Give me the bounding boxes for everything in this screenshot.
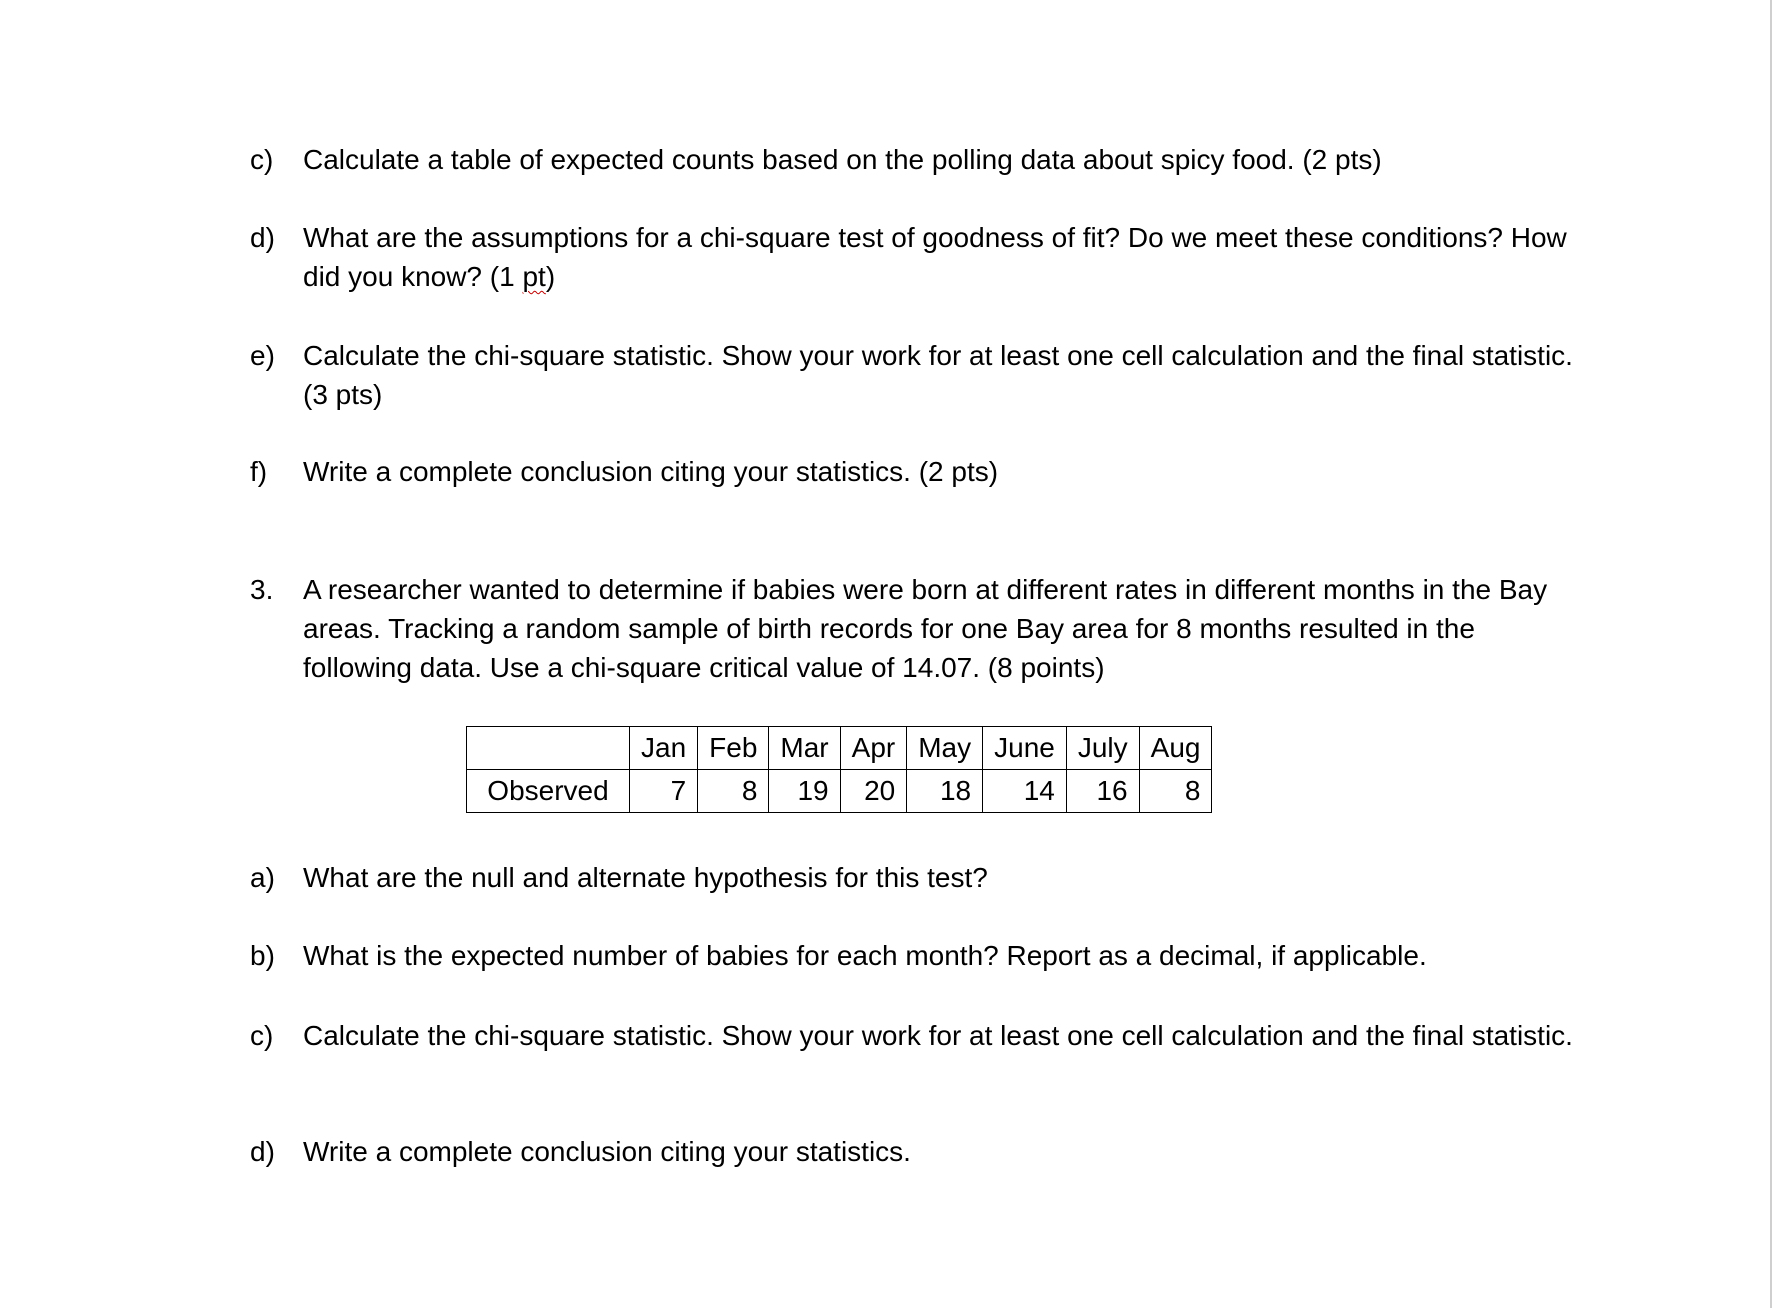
item-text: Calculate the chi-square statistic. Show your work for at least one cell calculation and the final statistic. — [303, 1020, 1573, 1051]
observed-births-table — [466, 726, 1212, 813]
month-header: Feb — [698, 727, 769, 770]
question-2e — [250, 336, 1590, 414]
spellcheck-flagged-word: pt — [522, 261, 546, 292]
question-2f — [250, 452, 1590, 491]
observed-value: 20 — [840, 770, 907, 813]
question-number: 3. — [250, 574, 274, 605]
month-header: Mar — [769, 727, 840, 770]
observed-value: 8 — [1139, 770, 1212, 813]
month-header: May — [907, 727, 983, 770]
month-header: June — [983, 727, 1067, 770]
item-text: Write a complete conclusion citing your statistics. — [303, 1136, 911, 1167]
question-2c — [250, 140, 1590, 179]
item-text: Calculate a table of expected counts based on the polling data about spicy food. (2 pts) — [303, 144, 1382, 175]
month-header: Jan — [630, 727, 698, 770]
item-label: d) — [250, 1136, 275, 1167]
item-label: c) — [250, 1020, 274, 1051]
question-3 — [250, 570, 1590, 687]
observed-value: 18 — [907, 770, 983, 813]
observed-value: 19 — [769, 770, 840, 813]
question-prompt: A researcher wanted to determine if babies were born at different rates in different months in the Bay areas. Tracking a random sample of birth records for one Bay area for 8 months resulted in the following data. Use a chi-square critical value of 14.07. (8 points) — [303, 574, 1548, 683]
observed-value: 8 — [698, 770, 769, 813]
month-header: Aug — [1139, 727, 1212, 770]
item-text: What are the null and alternate hypothesis for this test? — [303, 862, 988, 893]
observed-value: 14 — [983, 770, 1067, 813]
row-label-observed: Observed — [467, 770, 630, 813]
item-label: d) — [250, 222, 275, 253]
question-3a — [250, 858, 1590, 897]
item-label: f) — [250, 456, 268, 487]
item-text-main: What are the assumptions for a chi-square test of goodness of fit? Do we meet these conditions? How did you know? (1 — [303, 222, 1567, 292]
table-header-row — [467, 727, 1212, 770]
item-label: a) — [250, 862, 275, 893]
item-label: b) — [250, 940, 275, 971]
page-edge — [1770, 0, 1772, 1308]
item-text-tail: ) — [545, 261, 556, 292]
question-3d — [250, 1132, 1590, 1171]
question-3b — [250, 936, 1590, 975]
observed-value: 7 — [630, 770, 698, 813]
item-text — [303, 218, 1590, 296]
question-3c — [250, 1016, 1590, 1055]
question-2d — [250, 218, 1590, 296]
item-label: c) — [250, 144, 274, 175]
table-corner-cell — [467, 727, 630, 770]
item-text: What is the expected number of babies for each month? Report as a decimal, if applicable. — [303, 940, 1427, 971]
item-text: Calculate the chi-square statistic. Show your work for at least one cell calculation and the final statistic. (3 pts) — [303, 340, 1573, 410]
table-row — [467, 770, 1212, 813]
item-text: Write a complete conclusion citing your statistics. (2 pts) — [303, 456, 999, 487]
month-header: July — [1066, 727, 1139, 770]
month-header: Apr — [840, 727, 907, 770]
item-label: e) — [250, 340, 275, 371]
observed-value: 16 — [1066, 770, 1139, 813]
